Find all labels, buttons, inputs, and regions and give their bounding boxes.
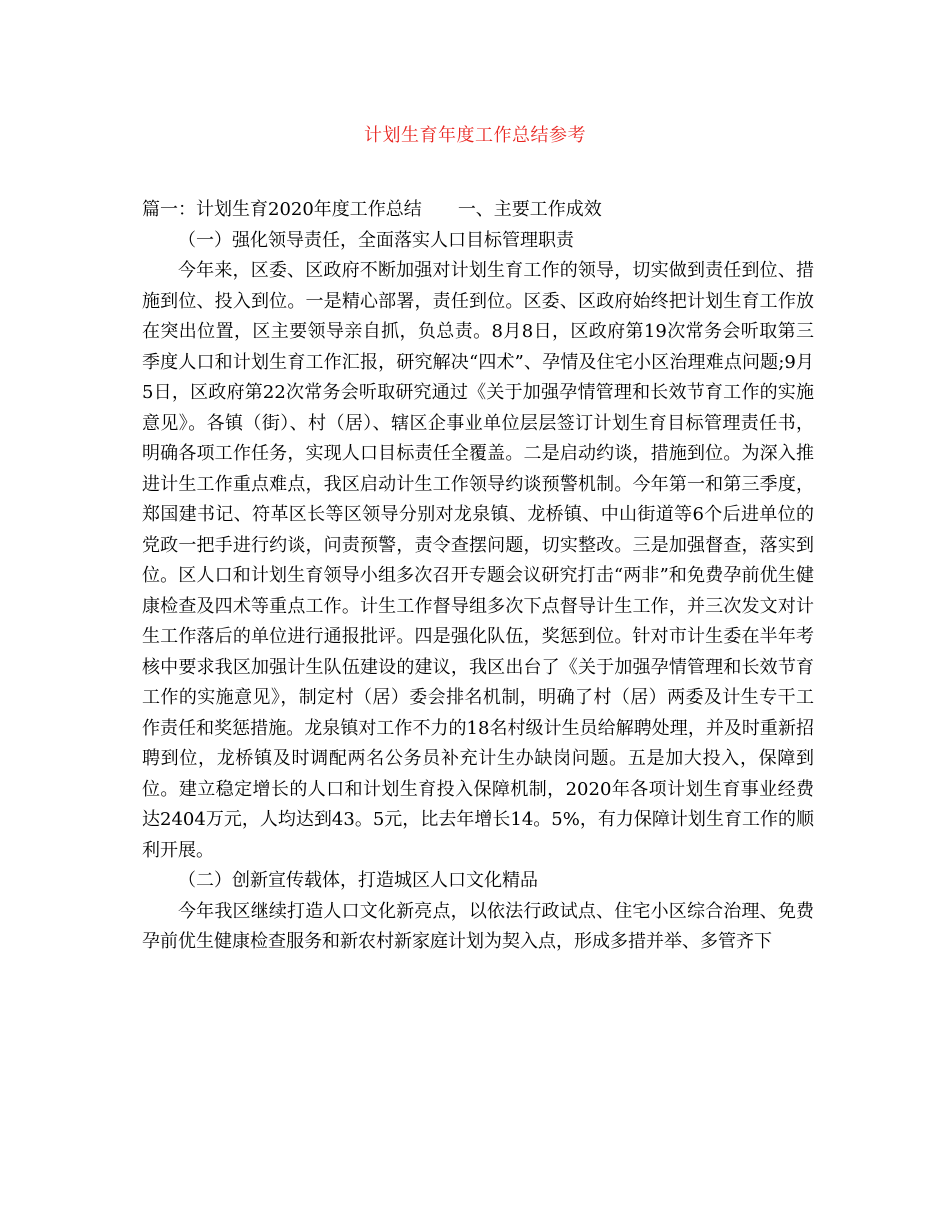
subheading-leadership: （一）强化领导责任，全面落实人口目标管理职责 (178, 229, 574, 251)
document-title: 计划生育年度工作总结参考 (364, 125, 586, 146)
subheading-publicity: （二）创新宣传载体，打造城区人口文化精品 (178, 870, 538, 891)
paragraph-leadership: 今年来，区委、区政府不断加强对计划生育工作的领导，切实做到责任到位、措施到位、投入到位。一是精心部署，责任到位。区委、区政府始终把计划生育工作放在突出位置，区主要领导亲自抓，负总责。8月8日，区政府第19次常务会听取第三季度人口和计划生育工作汇报，研究解决“四术”、孕情及住宅小区治理难点问题;9月5日，区政府第22次常务会听取研究通过《关于加强孕情管理和长效节育工作的实施意见》。各镇（街）、村（居）、辖区企事业单位层层签订计划生育目标管理责任书，明确各项工作任务，实现人口目标责任全覆盖。二是启动约谈，措施到位。为深入推进计生工作重点难点，我区启动计生工作领导约谈预警机制。今年第一和第三季度，郑国建书记、符革区长等区领导分别对龙泉镇、龙桥镇、中山街道等6个后进单位的党政一把手进行约谈，问责预警，责令查摆问题，切实整改。三是加强督查，落实到位。区人口和计划生育领导小组多次召开专题会议研究打击“两非”和免费孕前优生健康检查及四术等重点工作。计生工作督导组多次下点督导计生工作，并三次发文对计生工作落后的单位进行通报批评。四是强化队伍，奖惩到位。针对市计生委在半年考核中要求我区加强计生队伍建设的建议，我区出台了《关于加强孕情管理和长效节育工作的实施意见》，制定村（居）委会排名机制，明确了村（居）两委及计生专干工作责任和奖惩措施。龙泉镇对工作不力的18名村级计生员给解聘处理，并及时重新招聘到位，龙桥镇及时调配两名公务员补充计生办缺岗问题。五是加大投入，保障到位。建立稳定增长的人口和计划生育投入保障机制，2020年各项计划生育事业经费达2404万元，人均达到43。5元，比去年增长14。5%，有力保障计划生育工作的顺利开展。 (142, 260, 814, 861)
section-subheading: 一、主要工作成效 (457, 199, 602, 220)
paragraph-publicity: 今年我区继续打造人口文化新亮点，以依法行政试点、住宅小区综合治理、免费孕前优生健康检查服务和新农村新家庭计划为契入点，形成多措并举、多管齐下 (142, 900, 814, 952)
section-heading-line (142, 195, 814, 226)
document-body (142, 195, 814, 958)
section-heading: 篇一：计划生育2020年度工作总结 (142, 199, 422, 220)
